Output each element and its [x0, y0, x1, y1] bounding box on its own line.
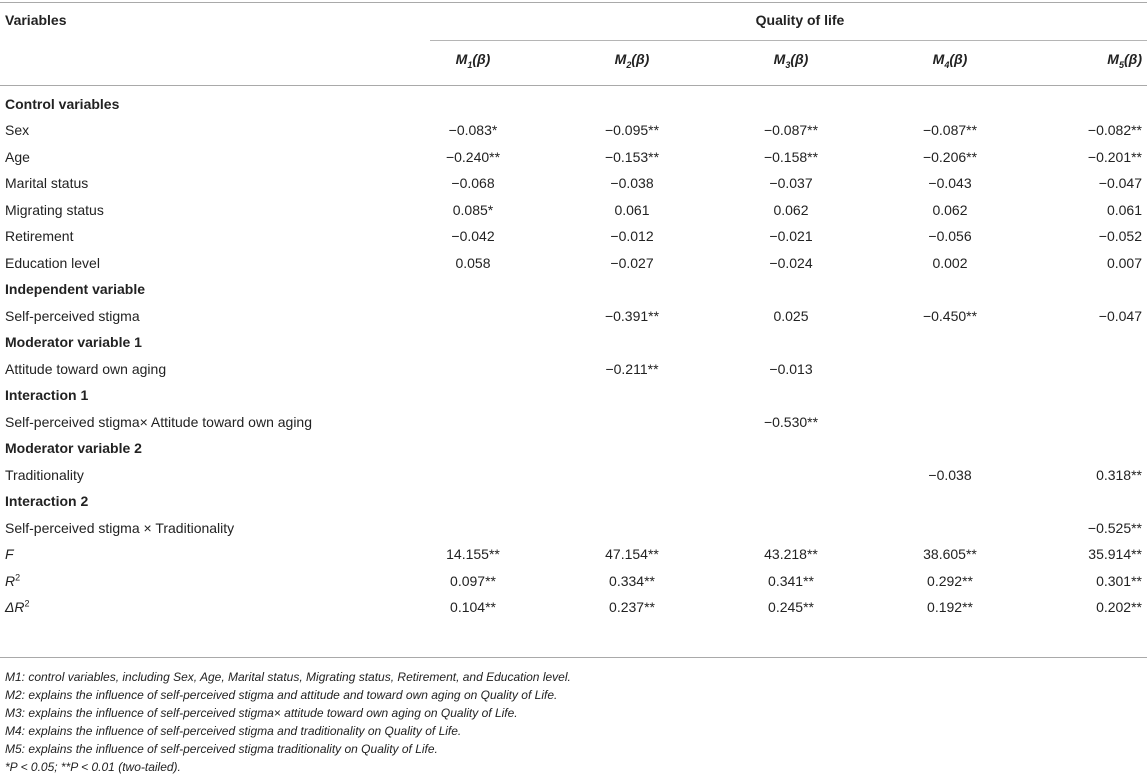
table-cell: 0.301**	[1096, 573, 1142, 589]
table-cell: 47.154**	[605, 546, 659, 562]
section-heading: Interaction 1	[5, 387, 89, 403]
table-cell: 0.062	[932, 202, 968, 218]
table-bottom-rule	[0, 657, 1147, 658]
table-cell: 14.155**	[446, 546, 500, 562]
variables-header: Variables	[5, 12, 67, 28]
table-cell: −0.013	[769, 361, 813, 377]
table-cell: 35.914**	[1088, 546, 1142, 562]
table-cell: −0.082**	[1087, 122, 1142, 138]
row-label: $\Delta R^2$	[5, 598, 30, 615]
section-heading: Control variables	[5, 96, 120, 112]
table-cell: 0.085*	[452, 202, 494, 218]
table-cell: −0.038	[610, 175, 654, 191]
table-cell: 0.025	[773, 308, 809, 324]
section-heading: Moderator variable 1	[5, 334, 142, 350]
row-label: Migrating status	[5, 202, 104, 218]
table-cell: −0.391**	[604, 308, 660, 324]
section-heading: Interaction 2	[5, 493, 89, 509]
section-heading: Moderator variable 2	[5, 440, 142, 456]
table-cell: −0.027	[610, 255, 654, 271]
table-top-rule	[0, 2, 1147, 3]
table-cell: 0.334**	[609, 573, 655, 589]
footnote: M1: control variables, including Sex, Age, Marital status, Migrating status, Retirement, and Education level.	[5, 670, 571, 684]
model-header: $M_5(\beta)$	[1107, 51, 1142, 70]
table-cell: −0.021	[769, 228, 813, 244]
row-label: F	[5, 546, 14, 562]
footnote: M4: explains the influence of self-perceived stigma and traditionality on Quality of Life.	[5, 724, 462, 738]
model-header: $M_3(\beta)$	[773, 51, 809, 70]
row-label: Traditionality	[5, 467, 84, 483]
table-cell: −0.240**	[445, 149, 501, 165]
table-cell: 0.104**	[450, 599, 496, 615]
quality-of-life-header: Quality of life	[755, 12, 845, 28]
table-cell: −0.012	[610, 228, 654, 244]
row-label: Retirement	[5, 228, 74, 244]
table-cell: −0.043	[928, 175, 972, 191]
table-cell: 0.318**	[1096, 467, 1142, 483]
model-header: $M_4(\beta)$	[932, 51, 968, 70]
table-cell: −0.153**	[604, 149, 660, 165]
table-cell: −0.206**	[922, 149, 978, 165]
table-cell: −0.052	[1098, 228, 1142, 244]
table-cell: −0.087**	[922, 122, 978, 138]
table-cell: −0.047	[1098, 308, 1142, 324]
row-label: Self-perceived stigma	[5, 308, 140, 324]
row-label: Education level	[5, 255, 100, 271]
row-label: Self-perceived stigma × Traditionality	[5, 520, 235, 536]
table-cell: −0.024	[769, 255, 813, 271]
table-cell: 0.061	[614, 202, 650, 218]
table-cell: 38.605**	[923, 546, 977, 562]
table-cell: −0.525**	[1087, 520, 1142, 536]
table-cell: −0.158**	[763, 149, 819, 165]
footnote: M3: explains the influence of self-perceived stigma× attitude toward own aging on Quality of Life.	[5, 706, 518, 720]
section-heading: Independent variable	[5, 281, 146, 297]
table-cell: −0.095**	[604, 122, 660, 138]
header-bottom-rule	[0, 85, 1147, 86]
quality-of-life-rule	[430, 40, 1147, 41]
row-label: $R^2$	[5, 572, 21, 589]
model-header: $M_2(\beta)$	[614, 51, 650, 70]
model-header: $M_1(\beta)$	[455, 51, 491, 70]
table-cell: 0.061	[1106, 202, 1142, 218]
table-cell: 0.237**	[609, 599, 655, 615]
footnote: M5: explains the influence of self-perceived stigma traditionality on Quality of Life.	[5, 742, 438, 756]
footnote: M2: explains the influence of self-perceived stigma and attitude and toward own aging on Quality of Life.	[5, 688, 558, 702]
table-cell: −0.083*	[448, 122, 498, 138]
table-cell: 0.245**	[768, 599, 814, 615]
table-cell: −0.450**	[922, 308, 978, 324]
table-cell: 0.192**	[927, 599, 973, 615]
table-cell: −0.211**	[605, 361, 659, 377]
table-cell: 43.218**	[764, 546, 818, 562]
footnote: *P < 0.05; **P < 0.01 (two-tailed).	[5, 760, 181, 774]
table-footnotes	[5, 668, 571, 776]
row-label: Age	[5, 149, 30, 165]
table-cell: −0.038	[928, 467, 972, 483]
row-label: Marital status	[5, 175, 89, 191]
table-cell: 0.007	[1106, 255, 1142, 271]
table-cell: 0.062	[773, 202, 809, 218]
table-cell: −0.201**	[1087, 149, 1142, 165]
table-cell: −0.087**	[763, 122, 819, 138]
table-cell: −0.068	[451, 175, 495, 191]
row-label: Self-perceived stigma× Attitude toward own aging	[5, 414, 313, 430]
table-cell: −0.530**	[763, 414, 819, 430]
row-label: Attitude toward own aging	[5, 361, 167, 377]
table-cell: −0.042	[451, 228, 495, 244]
table-cell: −0.037	[769, 175, 813, 191]
table-cell: 0.341**	[768, 573, 814, 589]
table-cell: 0.058	[455, 255, 491, 271]
row-label: Sex	[5, 122, 30, 138]
table-cell: −0.047	[1098, 175, 1142, 191]
table-cell: 0.292**	[927, 573, 973, 589]
table-cell: 0.202**	[1096, 599, 1142, 615]
table-cell: 0.002	[932, 255, 968, 271]
table-cell: 0.097**	[450, 573, 496, 589]
table-cell: −0.056	[928, 228, 972, 244]
